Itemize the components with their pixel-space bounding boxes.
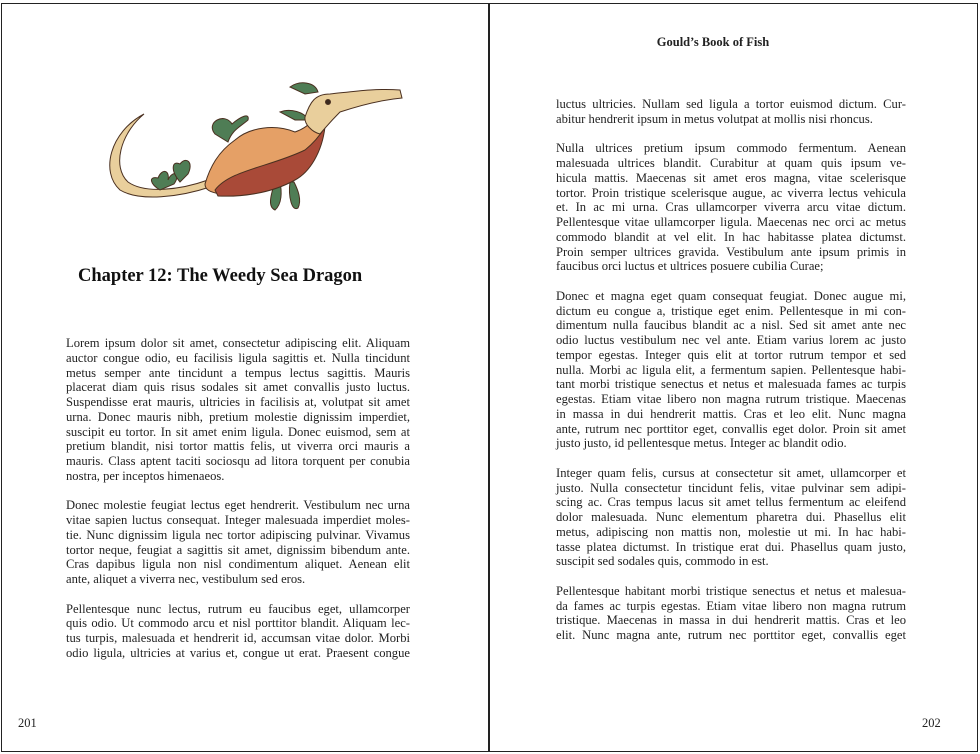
paragraph bbox=[66, 602, 410, 661]
page-gutter-divider bbox=[488, 3, 490, 752]
text-line: nostra, per inceptos himenaeos. bbox=[66, 468, 225, 483]
text-line: tortor. Proin tristique scelerisque augue, ac viverra lectus vehicula bbox=[556, 185, 906, 200]
text-line: dictum eu congue a, tristique eget enim. Pellentesque in mi con- bbox=[556, 303, 906, 318]
text-line: vitae sapien luctus consequat. Integer malesuada imperdiet moles- bbox=[66, 513, 410, 527]
text-line: dimentum nulla faucibus blandit ac a nisl. Sed sit amet ante nec bbox=[556, 318, 906, 333]
left-page-body bbox=[66, 336, 410, 675]
text-line: hicula mattis. Maecenas sit amet eros magna, vitae scelerisque bbox=[556, 170, 906, 185]
text-line: odio ligula, ultricies at varius et, congue ut erat. Praesent congue bbox=[66, 645, 410, 660]
text-line: justo. Nulla consectetur tincidunt felis, vitae pulvinar sem adipi- bbox=[556, 480, 906, 495]
text-line: luctus ultricies. Nullam sed ligula a tortor euismod dictum. Cur- bbox=[556, 97, 906, 111]
text-line: Integer quam felis, cursus at consectetur sit amet, ullamcorper et bbox=[556, 465, 906, 480]
text-line: dolor malesuada. Nunc elementum pharetra dui. Phasellus elit bbox=[556, 510, 906, 524]
text-line: nulla. Morbi ac ligula elit, a fermentum sapien. Pellentesque habi- bbox=[556, 362, 906, 377]
text-line: Donec molestie feugiat lectus eget hendrerit. Vestibulum nec urna bbox=[66, 498, 410, 513]
text-line: scing ac. Cras tempus lacus sit amet tellus fermentum ac eleifend bbox=[556, 495, 906, 510]
text-line: Suspendisse erat mauris, ultricies in facilisis at, volutpat sit amet bbox=[66, 395, 410, 409]
text-line: tasse platea dictumst. In tristique erat dui. Phasellus quam justo, bbox=[556, 539, 906, 554]
page-number-left: 201 bbox=[18, 716, 37, 730]
text-line: in massa in dui hendrerit mattis. Cras et leo elit. Nunc magna bbox=[556, 406, 906, 421]
page-number-right: 202 bbox=[922, 716, 941, 730]
text-line: Nulla ultrices pretium ipsum commodo fermentum. Aenean bbox=[556, 141, 906, 156]
text-line: faucibus orci luctus et ultrices posuere cubilia Curae; bbox=[556, 259, 824, 274]
paragraph bbox=[66, 498, 410, 587]
text-line: justo justo, id pellentesque metus. Integer ac blandit odio. bbox=[556, 436, 847, 451]
weedy-sea-dragon-illustration bbox=[100, 72, 410, 222]
paragraph bbox=[556, 584, 906, 643]
paragraph bbox=[66, 336, 410, 484]
text-line: quis odio. Ut commodo arcu et nisl porttitor blandit. Aliquam lec- bbox=[66, 616, 410, 631]
text-line: metus, adipiscing non mattis non, molestie ut mi. In hac habi- bbox=[556, 524, 906, 539]
text-line: urna. Donec mauris nibh, pretium molestie dignissim imperdiet, bbox=[66, 409, 410, 424]
text-line: Pellentesque nunc lectus, rutrum eu faucibus eget, ullamcorper bbox=[66, 601, 410, 616]
text-line: pretium blandit, nisi tortor mattis felis, ut viverra orci mauris a bbox=[66, 439, 410, 454]
text-line: Donec et magna eget quam consequat feugiat. Donec augue mi, bbox=[556, 288, 906, 303]
text-line: metus semper ante tincidunt a tempus lectus sagittis. Mauris bbox=[66, 365, 410, 380]
right-page-body bbox=[556, 97, 906, 658]
text-line: tortor neque, feugiat a sagittis sit amet, dignissim bibendum ante. bbox=[66, 542, 410, 557]
text-line: tant morbi tristique senectus et netus et malesuada fames ac turpis bbox=[556, 377, 906, 392]
text-line: placerat diam quis risus sodales sit amet convallis justo luctus. bbox=[66, 380, 410, 395]
paragraph bbox=[556, 97, 906, 127]
text-line: egestas. Etiam vitae libero non magna rutrum tristique. Maecenas bbox=[556, 392, 906, 406]
running-header: Gould’s Book of Fish bbox=[656, 35, 770, 49]
text-line: mauris. Class aptent taciti sociosqu ad litora torquent per conubia bbox=[66, 454, 410, 468]
text-line: Lorem ipsum dolor sit amet, consectetur adipiscing elit. Aliquam bbox=[66, 336, 410, 350]
text-line: suscipit sed sodales quis, commodo in est. bbox=[556, 554, 769, 569]
text-line: tristique. Maecenas in massa in dui hendrerit mattis. Cras et leo bbox=[556, 613, 906, 628]
text-line: suscipit eu tortor. In sit amet enim ligula. Donec euismod, sem at bbox=[66, 424, 410, 439]
text-line: Proin semper ultrices gravida. Vestibulum ante ipsum primis in bbox=[556, 244, 906, 259]
text-line: malesuada ultrices blandit. Curabitur at quam quis ipsum ve- bbox=[556, 156, 906, 170]
chapter-title: Chapter 12: The Weedy Sea Dragon bbox=[78, 266, 363, 286]
text-line: commodo blandit at vel elit. In hac habitasse platea dictumst. bbox=[556, 229, 906, 244]
text-line: Pellentesque vitae ullamcorper ligula. Maecenas nec orci ac metus bbox=[556, 215, 906, 229]
text-line: elit. Nunc magna ante, rutrum nec porttitor eget, convallis eget bbox=[556, 628, 906, 642]
text-line: et. In ac mi urna. Cras ullamcorper viverra arcu vitae dictum. bbox=[556, 200, 906, 215]
text-line: da fames ac turpis egestas. Etiam vitae libero non magna rutrum bbox=[556, 598, 906, 613]
paragraph bbox=[556, 289, 906, 451]
text-line: tus turpis, malesuada et hendrerit id, accumsan vitae dolor. Morbi bbox=[66, 631, 410, 645]
text-line: ante, rutrum nec porttitor eget, convallis eget dolor. Proin sit amet bbox=[556, 421, 906, 436]
text-line: tempor egestas. Integer quis elit at tortor rutrum tempor et sed bbox=[556, 347, 906, 362]
text-line: ante, aliquet a viverra nec, vestibulum sed eros. bbox=[66, 572, 306, 586]
text-line: tie. Nunc dignissim ligula nec tortor adipiscing pulvinar. Vivamus bbox=[66, 527, 410, 542]
text-line: abitur hendrerit ipsum in metus volutpat at mollis nisi rhoncus. bbox=[556, 111, 873, 126]
text-line: Cras dapibus ligula non nisl condimentum aliquet. Aenean elit bbox=[66, 557, 410, 572]
paragraph bbox=[556, 141, 906, 274]
text-line: Pellentesque habitant morbi tristique senectus et netus et malesua- bbox=[556, 583, 906, 598]
paragraph bbox=[556, 466, 906, 569]
text-line: odio luctus vestibulum nec vel ante. Etiam varius lorem ac justo bbox=[556, 333, 906, 347]
text-line: auctor congue odio, eu facilisis ligula sagittis et. Nulla tincidunt bbox=[66, 350, 410, 365]
